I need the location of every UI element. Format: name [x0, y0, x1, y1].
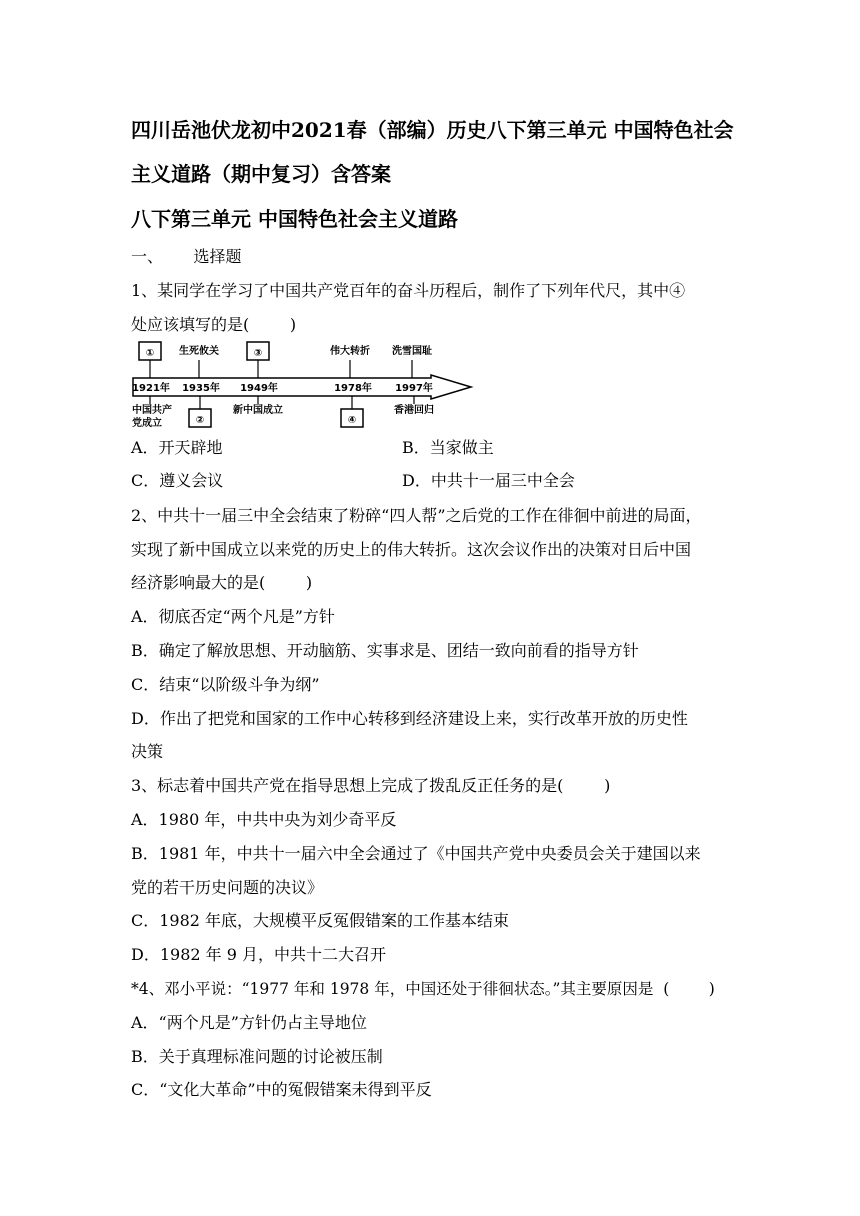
- q3-option-c: C．1982 年底，大规模平反冤假错案的工作基本结束: [131, 911, 510, 930]
- q1-option-b: B．当家做主: [402, 438, 494, 457]
- timeline-top-label: 洗雪国耻: [392, 346, 432, 357]
- unit-heading: 八下第三单元 中国特色社会主义道路: [131, 207, 458, 231]
- timeline-year: 1997年: [395, 383, 433, 394]
- timeline-year: 1978年: [334, 383, 372, 394]
- q1-option-a: A．开天辟地: [131, 438, 223, 457]
- q1-options-row1: [131, 439, 741, 457]
- timeline-top-label: 生死攸关: [179, 346, 219, 357]
- q2-option-a: A．彻底否定“两个凡是”方针: [131, 607, 335, 626]
- q4-option-c: C．“文化大革命”中的冤假错案未得到平反: [131, 1080, 432, 1099]
- timeline-year: 1935年: [182, 383, 220, 394]
- q2-option-d-line2: 决策: [131, 742, 164, 761]
- timeline-year: 1949年: [240, 383, 278, 394]
- timeline-top-label: 伟大转折: [330, 346, 370, 357]
- q1-options-row2: [131, 472, 741, 490]
- q2-option-c: C．结束“以阶级斗争为纲”: [131, 675, 320, 694]
- q1-stem-line1: 1、某同学在学习了中国共产党百年的奋斗历程后，制作了下列年代尺，其中④: [131, 281, 686, 300]
- timeline-bottom-label: 中国共产: [132, 405, 172, 416]
- q3-option-d: D．1982 年 9 月，中共十二大召开: [131, 945, 386, 964]
- doc-title-line2: 主义道路（期中复习）含答案: [131, 162, 391, 186]
- timeline-bottom-label: ②: [195, 415, 205, 426]
- timeline-bottom-label: 新中国成立: [233, 405, 283, 416]
- timeline-year: 1921年: [132, 383, 170, 394]
- timeline-top-label: ③: [253, 348, 263, 359]
- q4-option-a: A．“两个凡是”方针仍占主导地位: [131, 1013, 367, 1032]
- timeline-bottom-label: 香港回归: [394, 405, 434, 416]
- q3-option-b-line2: 党的若干历史问题的决议》: [131, 878, 324, 897]
- q3-option-b-line1: B．1981 年，中共十一届六中全会通过了《中国共产党中央委员会关于建国以来: [131, 844, 701, 863]
- q4-option-b: B．关于真理标准问题的讨论被压制: [131, 1047, 383, 1066]
- timeline-bottom-label: ④: [347, 415, 357, 426]
- q2-option-b: B．确定了解放思想、开动脑筋、实事求是、团结一致向前看的指导方针: [131, 641, 639, 660]
- doc-title-line1: 四川岳池伏龙初中2021春（部编）历史八下第三单元 中国特色社会: [131, 118, 734, 142]
- timeline-bottom-label: 党成立: [132, 418, 162, 429]
- q1-option-c: C．遵义会议: [131, 471, 224, 490]
- q1-stem-line2: 处应该填写的是( ): [131, 315, 297, 334]
- timeline-figure: [131, 338, 476, 431]
- q1-option-d: D．中共十一届三中全会: [402, 471, 575, 490]
- q2-stem-line3: 经济影响最大的是( ): [131, 573, 313, 592]
- q3-option-a: A．1980 年，中共中央为刘少奇平反: [131, 810, 397, 829]
- q2-stem-line1: 2、中共十一届三中全会结束了粉碎“四人帮”之后党的工作在徘徊中前进的局面，: [131, 506, 702, 525]
- timeline-top-label: ①: [145, 348, 155, 359]
- q2-stem-line2: 实现了新中国成立以来党的历史上的伟大转折。这次会议作出的决策对日后中国: [131, 540, 692, 559]
- section-label: 一、 选择题: [131, 247, 242, 266]
- q3-stem: 3、标志着中国共产党在指导思想上完成了拨乱反正任务的是( ): [131, 776, 611, 795]
- q4-stem: *4、邓小平说：“1977 年和 1978 年，中国还处于徘徊状态。”其主要原因是 ( ): [131, 980, 715, 998]
- q2-option-d-line1: D．作出了把党和国家的工作中心转移到经济建设上来，实行改革开放的历史性: [131, 709, 688, 728]
